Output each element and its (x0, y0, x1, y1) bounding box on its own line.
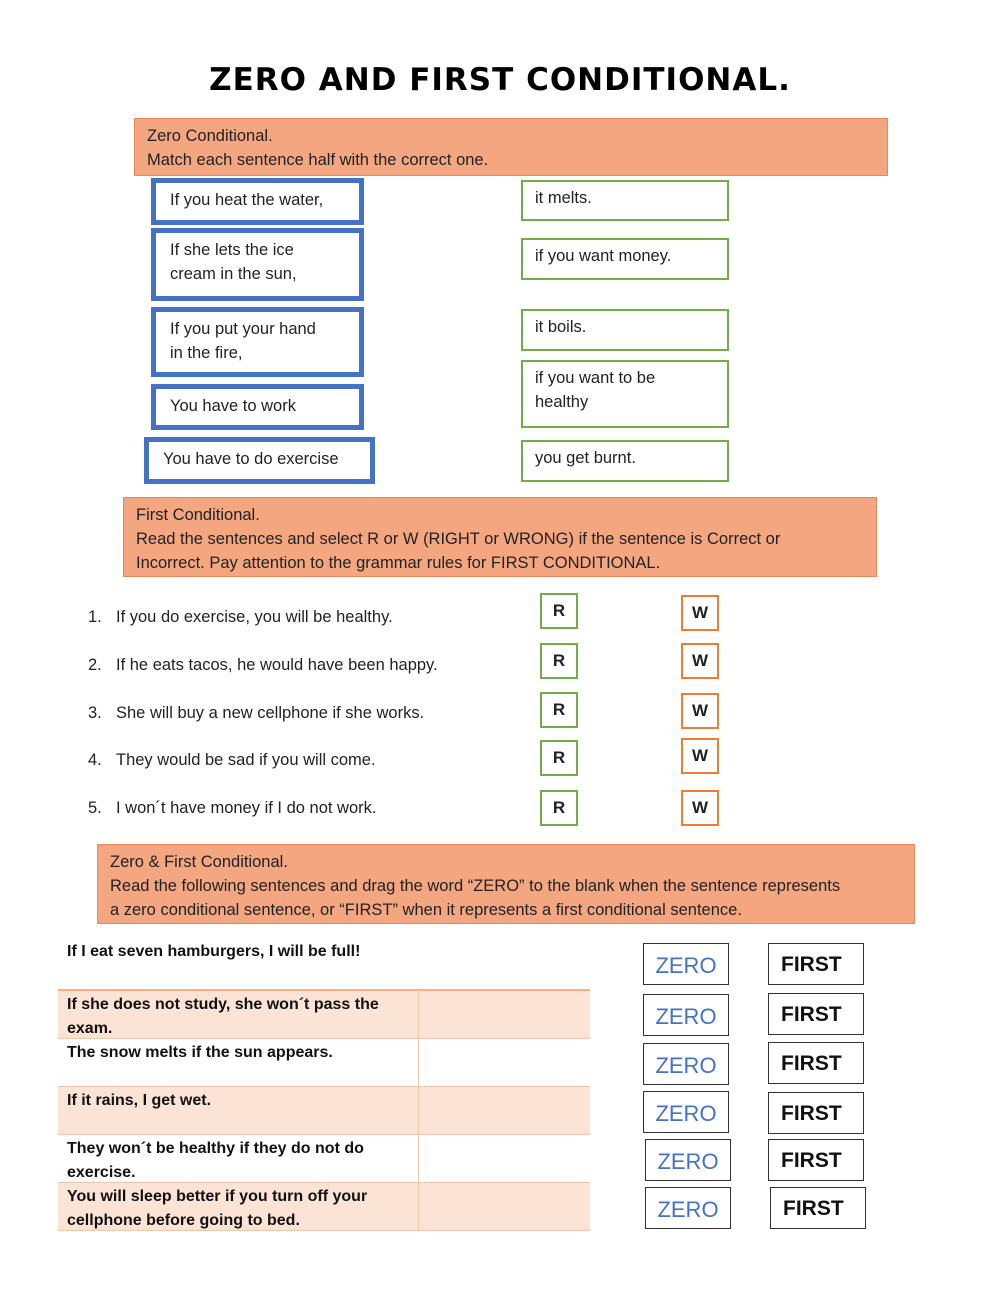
table-row (58, 1182, 590, 1231)
wrong-button-5[interactable]: W (681, 790, 719, 826)
sentence-text: They won´t be healthy if they do not do (67, 1140, 364, 1157)
banner-line: a zero conditional sentence, or “FIRST” when it represents a first conditional sentence. (110, 901, 742, 919)
drop-blank-2[interactable] (419, 991, 589, 1039)
banner-line: Read the sentences and select R or W (RIGHT or WRONG) if the sentence is Correct or (136, 530, 781, 548)
match-right-3[interactable] (521, 309, 729, 351)
match-right-text: it melts. (535, 189, 592, 207)
right-button-4[interactable]: R (540, 740, 578, 776)
question-text: If you do exercise, you will be healthy. (116, 608, 393, 626)
wrong-button-2[interactable]: W (681, 643, 719, 679)
banner-heading: First Conditional. (136, 506, 260, 524)
sentence-text: cellphone before going to bed. (67, 1212, 300, 1229)
first-word-5[interactable]: FIRST (768, 1139, 864, 1181)
question-text: I won´t have money if I do not work. (116, 799, 377, 817)
banner-line: Incorrect. Pay attention to the grammar rules for FIRST CONDITIONAL. (136, 554, 661, 572)
right-button-1[interactable]: R (540, 593, 578, 629)
drop-blank-3[interactable] (419, 1039, 589, 1086)
drag-sentence-3 (67, 1041, 333, 1065)
drag-sentence-1 (67, 940, 360, 964)
zero-word-1[interactable]: ZERO (643, 943, 729, 985)
match-left-5[interactable] (144, 437, 375, 484)
sentence-text: You will sleep better if you turn off your (67, 1188, 368, 1205)
first-word-6[interactable]: FIRST (770, 1187, 866, 1229)
banner-heading: Zero Conditional. (147, 127, 273, 145)
match-left-3[interactable] (151, 307, 364, 377)
match-right-text: it boils. (535, 318, 587, 336)
table-row (58, 989, 590, 1038)
question-text: If he eats tacos, he would have been happy. (116, 656, 438, 674)
table-row (58, 1134, 590, 1182)
zero-first-banner (97, 844, 915, 924)
match-right-text: healthy (535, 393, 589, 411)
banner-line: Read the following sentences and drag the word “ZERO” to the blank when the sentence represents (110, 877, 841, 895)
table-row (58, 1038, 590, 1086)
page-title: ZERO AND FIRST CONDITIONAL. (209, 62, 791, 98)
match-left-1[interactable] (151, 178, 364, 225)
match-right-1[interactable] (521, 180, 729, 221)
question-text: They would be sad if you will come. (116, 751, 376, 769)
match-right-4[interactable] (521, 360, 729, 428)
drop-blank-4[interactable] (419, 1087, 589, 1134)
zero-word-3[interactable]: ZERO (643, 1043, 729, 1085)
first-word-1[interactable]: FIRST (768, 943, 864, 985)
zero-conditional-banner (134, 118, 888, 176)
zero-word-6[interactable]: ZERO (645, 1187, 731, 1229)
sentence-text: The snow melts if the sun appears. (67, 1044, 333, 1061)
drag-sentence-2 (67, 993, 379, 1041)
drop-blank-6[interactable] (419, 1183, 589, 1230)
match-left-4[interactable] (151, 384, 364, 430)
match-right-2[interactable] (521, 238, 729, 280)
drop-blank-5[interactable] (419, 1135, 589, 1182)
match-left-text: If you heat the water, (170, 191, 324, 209)
right-button-2[interactable]: R (540, 643, 578, 679)
table-row (58, 1086, 590, 1134)
question-number: 2. (88, 656, 102, 674)
banner-instruction: Match each sentence half with the correct one. (147, 151, 489, 169)
first-word-4[interactable]: FIRST (768, 1092, 864, 1134)
zero-word-2[interactable]: ZERO (643, 994, 729, 1036)
sentence-text: exam. (67, 1020, 113, 1037)
question-number: 5. (88, 799, 102, 817)
question-4 (88, 751, 376, 770)
question-number: 1. (88, 608, 102, 626)
drag-sentence-6 (67, 1185, 367, 1233)
zero-word-5[interactable]: ZERO (645, 1139, 731, 1181)
banner-heading: Zero & First Conditional. (110, 853, 288, 871)
right-button-3[interactable]: R (540, 692, 578, 728)
match-left-text: You have to do exercise (163, 450, 339, 468)
question-2 (88, 656, 438, 675)
drag-sentence-5 (67, 1137, 364, 1185)
match-right-text: if you want to be (535, 369, 656, 387)
match-left-text: You have to work (170, 397, 296, 415)
zero-word-4[interactable]: ZERO (643, 1091, 729, 1133)
sentence-text: If it rains, I get wet. (67, 1092, 212, 1109)
question-text: She will buy a new cellphone if she works. (116, 704, 425, 722)
match-left-text: cream in the sun, (170, 265, 297, 283)
question-number: 4. (88, 751, 102, 769)
match-right-text: you get burnt. (535, 449, 636, 467)
match-left-2[interactable] (151, 228, 364, 301)
wrong-button-3[interactable]: W (681, 693, 719, 729)
question-number: 3. (88, 704, 102, 722)
match-left-text: If she lets the ice (170, 241, 294, 259)
right-button-5[interactable]: R (540, 790, 578, 826)
sentence-text: If I eat seven hamburgers, I will be full! (67, 943, 361, 960)
match-right-text: if you want money. (535, 247, 672, 265)
first-word-3[interactable]: FIRST (768, 1042, 864, 1084)
wrong-button-1[interactable]: W (681, 595, 719, 631)
drag-sentence-4 (67, 1089, 211, 1113)
first-conditional-banner (123, 497, 877, 577)
match-left-text: in the fire, (170, 344, 243, 362)
question-5 (88, 799, 376, 818)
question-1 (88, 608, 393, 627)
sentence-text: If she does not study, she won´t pass the (67, 996, 379, 1013)
wrong-button-4[interactable]: W (681, 738, 719, 774)
match-right-5[interactable] (521, 440, 729, 482)
sentence-text: exercise. (67, 1164, 136, 1181)
first-word-2[interactable]: FIRST (768, 993, 864, 1035)
question-3 (88, 704, 424, 723)
match-left-text: If you put your hand (170, 320, 316, 338)
